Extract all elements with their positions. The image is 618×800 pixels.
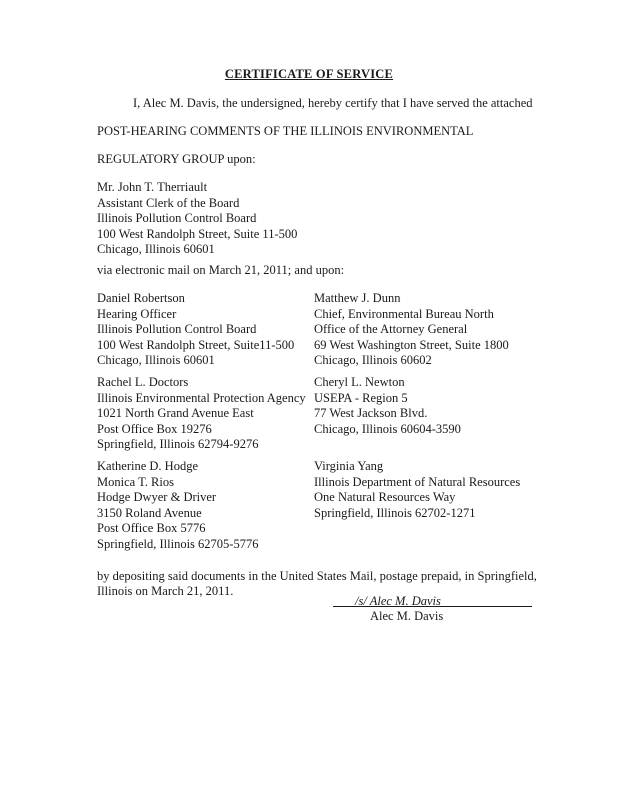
address-line: Cheryl L. Newton	[314, 375, 405, 389]
address-line: Mr. John T. Therriault	[97, 180, 208, 194]
address-line: Illinois Environmental Protection Agency	[97, 390, 306, 405]
closing-line-1: by depositing said documents in the United States Mail, postage prepaid, in Springfield,	[97, 569, 537, 583]
recipient-address-dunn	[314, 291, 509, 369]
address-line: Chicago, Illinois 60602	[314, 353, 432, 367]
address-line: Chief, Environmental Bureau North	[314, 306, 494, 321]
address-line: Springfield, Illinois 62702-1271	[314, 505, 476, 520]
recipient-address-newton	[314, 375, 461, 437]
address-line: 77 West Jackson Blvd.	[314, 406, 428, 420]
address-line: Illinois Pollution Control Board	[97, 322, 257, 336]
primary-recipient-address	[97, 180, 297, 258]
address-line: Chicago, Illinois 60601	[97, 353, 215, 367]
address-line: 100 West Randolph Street, Suite11-500	[97, 337, 295, 352]
address-line: Katherine D. Hodge	[97, 459, 199, 473]
address-line: Rachel L. Doctors	[97, 375, 189, 389]
address-line: 3150 Roland Avenue	[97, 505, 202, 520]
intro-line-1: I, Alec M. Davis, the undersigned, hereby certify that I have served the attached	[133, 96, 533, 110]
address-line: Illinois Pollution Control Board	[97, 211, 257, 225]
recipient-address-doctors	[97, 375, 306, 453]
address-line: Office of the Attorney General	[314, 322, 468, 336]
address-line: USEPA - Region 5	[314, 390, 408, 405]
page-title: CERTIFICATE OF SERVICE	[224, 67, 394, 81]
via-line: via electronic mail on March 21, 2011; and upon:	[97, 263, 345, 277]
address-line: Post Office Box 5776	[97, 521, 206, 535]
address-line: Matthew J. Dunn	[314, 291, 401, 305]
recipient-address-robertson	[97, 291, 294, 369]
address-line: 69 West Washington Street, Suite 1800	[314, 337, 509, 352]
address-line: Springfield, Illinois 62794-9276	[97, 437, 259, 451]
address-line: One Natural Resources Way	[314, 490, 456, 504]
address-line: Chicago, Illinois 60604-3590	[314, 421, 461, 436]
intro-line-2: POST-HEARING COMMENTS OF THE ILLINOIS ENVIRONMENTAL	[97, 124, 474, 138]
address-line: Post Office Box 19276	[97, 421, 212, 436]
address-line: 1021 North Grand Avenue East	[97, 406, 254, 420]
intro-line-3: REGULATORY GROUP upon:	[97, 152, 256, 166]
address-line: Monica T. Rios	[97, 474, 174, 489]
address-line: Springfield, Illinois 62705-5776	[97, 536, 259, 551]
address-line: Virginia Yang	[314, 459, 384, 473]
address-line: 100 West Randolph Street, Suite 11-500	[97, 226, 298, 241]
signature-line	[333, 606, 532, 607]
address-line: Illinois Department of Natural Resources	[314, 474, 521, 489]
address-line: Chicago, Illinois 60601	[97, 242, 215, 256]
address-line: Assistant Clerk of the Board	[97, 195, 240, 210]
recipient-address-yang	[314, 459, 520, 521]
signer-name: Alec M. Davis	[370, 609, 444, 623]
signature: /s/ Alec M. Davis	[355, 594, 441, 608]
closing-line-2: Illinois on March 21, 2011.	[97, 584, 234, 598]
address-line: Hearing Officer	[97, 306, 177, 321]
recipient-address-hodge	[97, 459, 258, 552]
address-line: Hodge Dwyer & Driver	[97, 490, 217, 504]
address-line: Daniel Robertson	[97, 291, 185, 305]
